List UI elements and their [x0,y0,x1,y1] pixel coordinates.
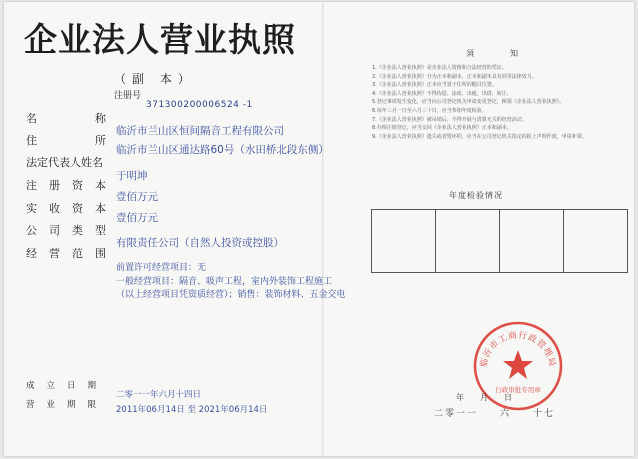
copy-label: （副 本） [114,72,196,86]
value-company-type: 有限责任公司（自然人投资或控股） [116,237,284,249]
value-legal-rep: 于明坤 [116,170,148,182]
annual-inspection-cell [500,210,564,272]
license-title: 企业法人营业执照 [24,20,296,59]
issue-date: 二零一一 六 十七 [434,409,556,419]
value-name: 临沂市兰山区恒间隔音工程有限公司 [116,125,284,137]
svg-text:行政审批专用章: 行政审批专用章 [495,386,541,394]
notice-item: 5.登记事项发生变化，应当向公司登记机关申请变更登记，换领《企业法人营业执照》。 [372,99,565,106]
notice-title: 須 知 [466,49,532,58]
annual-inspection-title: 年度检验情况 [449,191,503,200]
label-company-type: 公 司 类 型 [26,224,106,237]
notice-item: 8.办理注销登记，应当交回《企业法人营业执照》正本和副本。 [372,125,512,132]
value-term: 2011年06月14日 至 2021年06月14日 [116,405,268,415]
value-reg-capital: 壹佰万元 [116,191,158,203]
label-reg-capital: 注 册 资 本 [26,179,106,192]
value-scope-line3: （以上经营项目凭资质经营）；销售：装饰材料、五金交电 [116,290,346,300]
license-sheet [4,2,634,456]
notice-item: 3.《企业法人营业执照》正本应当置于住所的醒目位置。 [372,82,497,89]
notice-item: 4.《企业法人营业执照》不得伪造、涂改、出租、出借、转让。 [372,90,512,97]
label-term: 营 业 期 限 [26,400,96,410]
label-legal-rep: 法定代表人姓名 [26,156,103,169]
annual-inspection-cell [564,210,627,272]
label-name: 名 称 [26,112,106,125]
notice-item: 7.《企业法人营业执照》被吊销后，不得开展与清算无关的经营活动。 [372,116,527,123]
label-paid-capital: 实 收 资 本 [26,202,106,215]
annual-inspection-grid [371,209,628,273]
center-fold [322,2,324,456]
notice-item: 6.每年三月一日至六月三十日，应当参加年度检验。 [372,107,487,114]
annual-inspection-cell [372,210,436,272]
label-scope: 经 营 范 围 [26,247,106,260]
registration-label: 注册号 [114,91,142,101]
value-scope-line2: 一般经营项目：隔音、吸声工程，室内外装饰工程施工 [116,277,333,287]
svg-text:临沂市工商行政管理局: 临沂市工商行政管理局 [478,330,558,369]
value-address: 临沂市兰山区通达路60号（水田桥北段东侧） [116,144,329,156]
label-address: 住 所 [26,134,106,147]
value-paid-capital: 壹佰万元 [116,212,158,224]
label-established: 成 立 日 期 [26,381,96,391]
annual-inspection-cell [436,210,500,272]
notice-item: 9.《企业法人营业执照》遗失或者毁坏的，应当在公司登记机关指定的报上声明作废，申请补领。 [372,133,587,140]
notice-item: 1.《企业法人营业执照》是企业法人资格和合法经营的凭证。 [372,65,507,71]
value-established: 二零一一年六月十四日 [116,390,202,400]
registration-number: 371300200006524 -1 [146,100,253,110]
issue-date-mark: 年 月 日 [456,393,512,402]
notice-item: 2.《企业法人营业执照》分为正本和副本，正本和副本具有同等法律效力。 [372,73,537,80]
value-scope-line1: 前置许可经营项目：无 [116,263,207,273]
notice-list [372,64,622,141]
